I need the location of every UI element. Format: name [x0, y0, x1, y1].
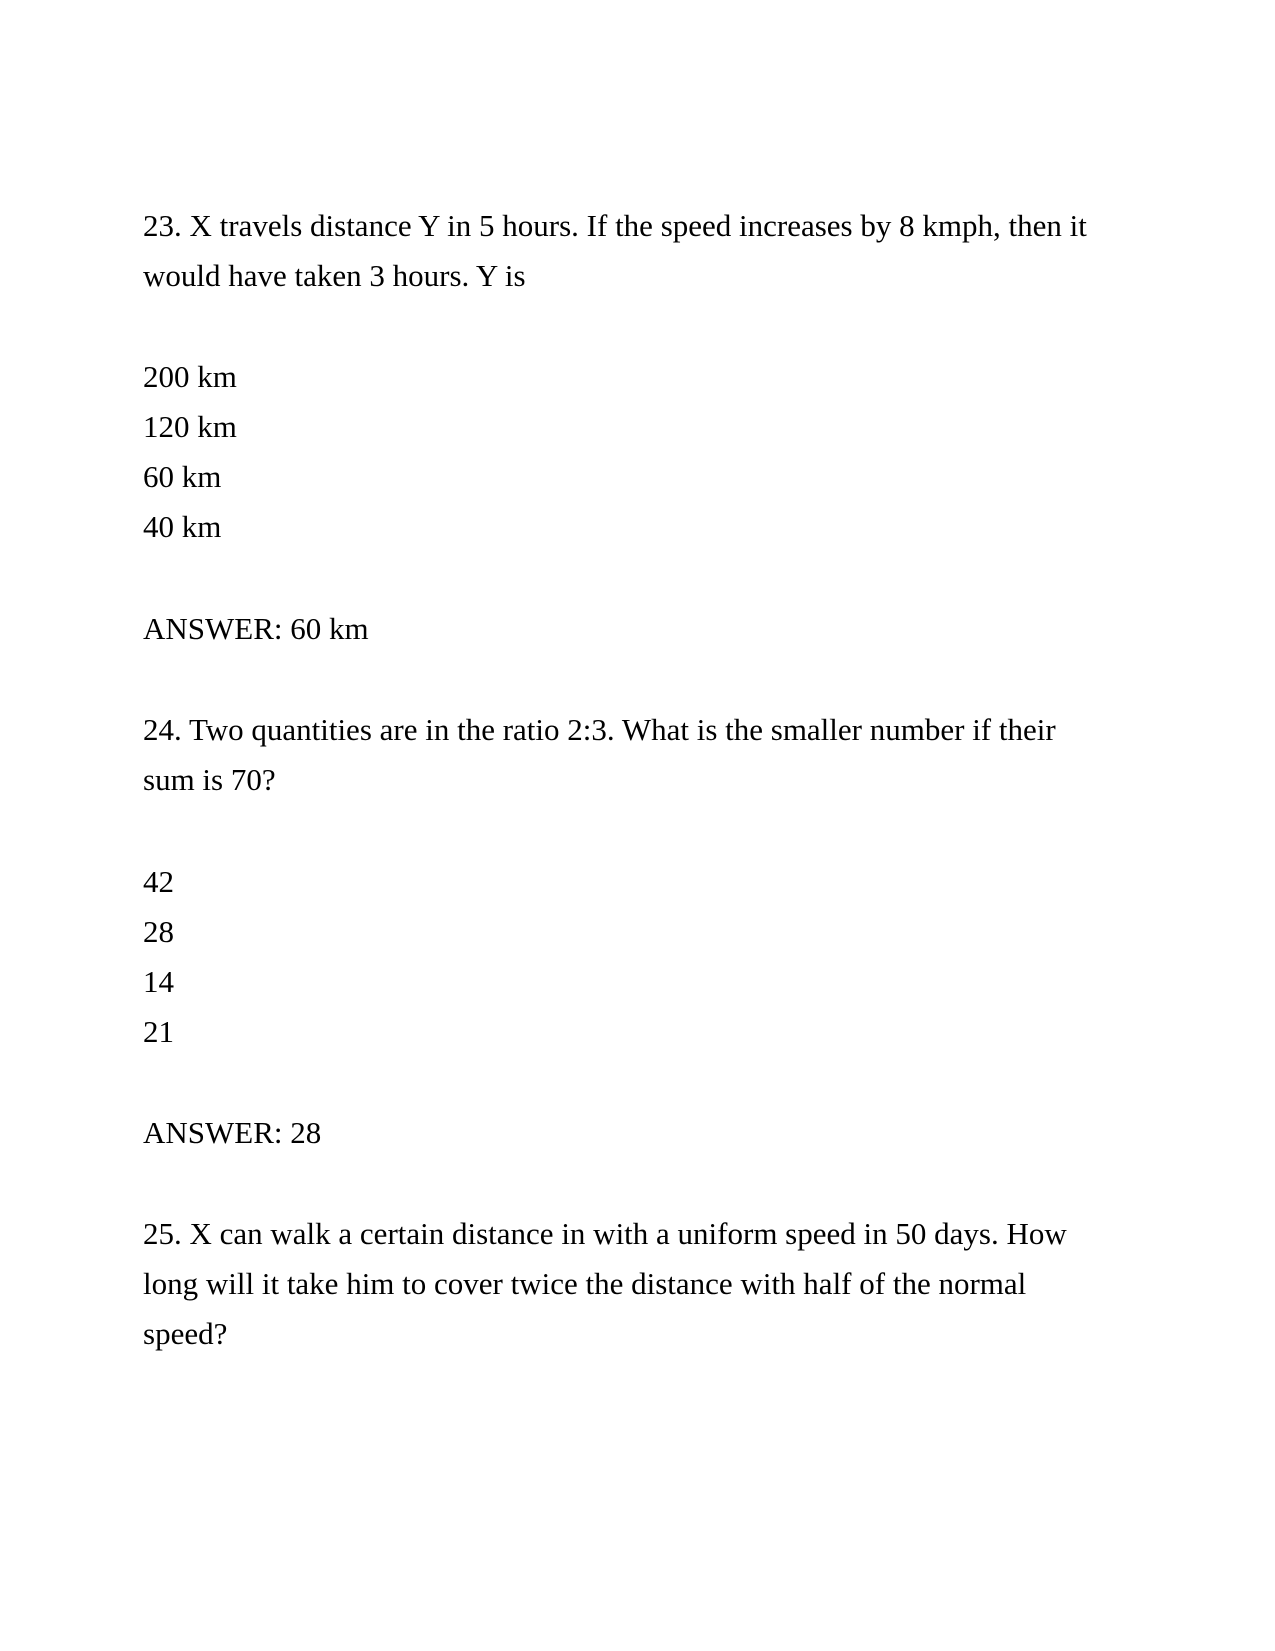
question-23-options — [143, 352, 1103, 552]
question-24 — [143, 705, 1103, 805]
question-text-line: sum is 70? — [143, 762, 276, 797]
question-23 — [143, 201, 1103, 301]
question-text-line: speed? — [143, 1316, 228, 1351]
answer-text: ANSWER: 60 km — [143, 611, 369, 646]
option-item: 200 km — [143, 359, 237, 394]
question-text-line: long will it take him to cover twice the distance with half of the normal — [143, 1266, 1027, 1301]
option-item: 42 — [143, 864, 174, 899]
option-item: 28 — [143, 914, 174, 949]
option-item: 120 km — [143, 409, 237, 444]
question-text-line: 25. X can walk a certain distance in with a uniform speed in 50 days. How — [143, 1216, 1067, 1251]
question-text-line: 23. X travels distance Y in 5 hours. If the speed increases by 8 kmph, then it — [143, 208, 1087, 243]
question-24-answer — [143, 1108, 1103, 1158]
question-23-answer — [143, 604, 1103, 654]
option-item: 60 km — [143, 459, 222, 494]
question-text-line: would have taken 3 hours. Y is — [143, 258, 526, 293]
option-item: 14 — [143, 964, 174, 999]
option-item: 21 — [143, 1014, 174, 1049]
option-item: 40 km — [143, 509, 222, 544]
question-text-line: 24. Two quantities are in the ratio 2:3. What is the smaller number if their — [143, 712, 1056, 747]
answer-text: ANSWER: 28 — [143, 1115, 322, 1150]
question-24-options — [143, 857, 1103, 1057]
question-25 — [143, 1209, 1103, 1359]
